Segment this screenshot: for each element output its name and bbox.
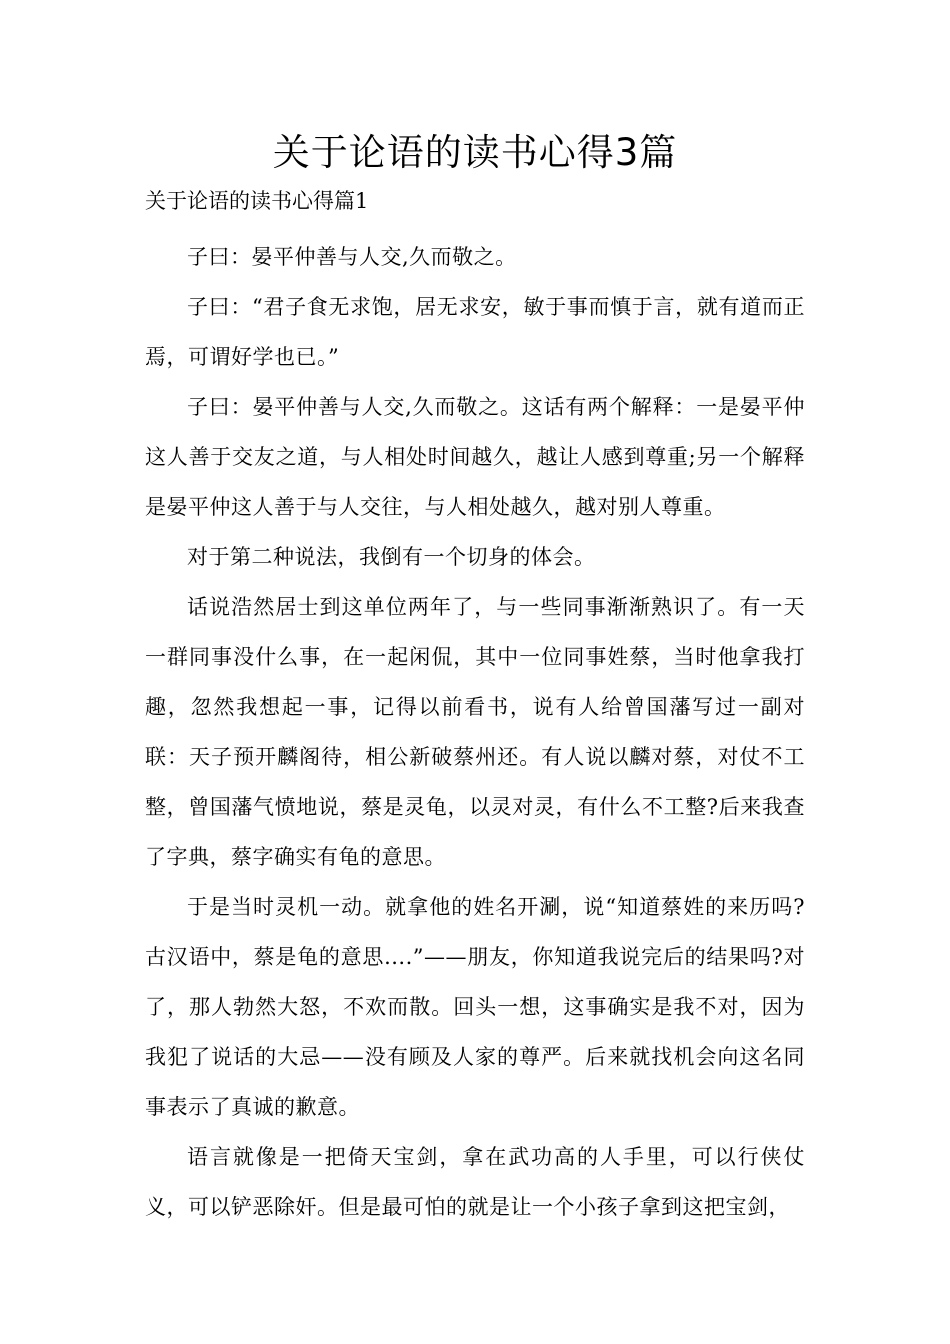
section-heading: 关于论语的读书心得篇1 [145,189,369,213]
paragraph: 子曰：“君子食无求饱，居无求安，敏于事而慎于言，就有道而正焉，可谓好学也已。” [145,295,805,369]
paragraph: 子曰：晏平仲善与人交,久而敬之。 [187,245,517,269]
paragraph: 话说浩然居士到这单位两年了，与一些同事渐渐熟识了。有一天一群同事没什么事，在一起闲侃，其中一位同事姓蔡，当时他拿我打趣，忽然我想起一事，记得以前看书，说有人给曾国藩写过一副对联：天子预开麟阁待，相公新破蔡州还。有人说以麟对蔡，对仗不工整，曾国藩气愤地说，蔡是灵龟，以灵对灵，有什么不工整?后来我查了字典，蔡字确实有龟的意思。 [145,595,805,869]
paragraph: 于是当时灵机一动。就拿他的姓名开涮，说“知道蔡姓的来历吗?古汉语中，蔡是龟的意思....”——朋友，你知道我说完后的结果吗?对了，那人勃然大怒，不欢而散。回头一想，这事确实是我不对，因为我犯了说话的大忌——没有顾及人家的尊严。后来就找机会向这名同事表示了真诚的歉意。 [145,895,805,1119]
document-title: 关于论语的读书心得3篇 [272,131,678,174]
paragraph: 语言就像是一把倚天宝剑，拿在武功高的人手里，可以行侠仗义，可以铲恶除奸。但是最可怕的就是让一个小孩子拿到这把宝剑， [145,1145,805,1219]
paragraph: 对于第二种说法，我倒有一个切身的体会。 [187,545,596,569]
document-body [145,232,805,1232]
paragraph: 子曰：晏平仲善与人交,久而敬之。这话有两个解释：一是晏平仲这人善于交友之道，与人相处时间越久，越让人感到尊重;另一个解释是晏平仲这人善于与人交往，与人相处越久，越对别人尊重。 [145,395,805,519]
